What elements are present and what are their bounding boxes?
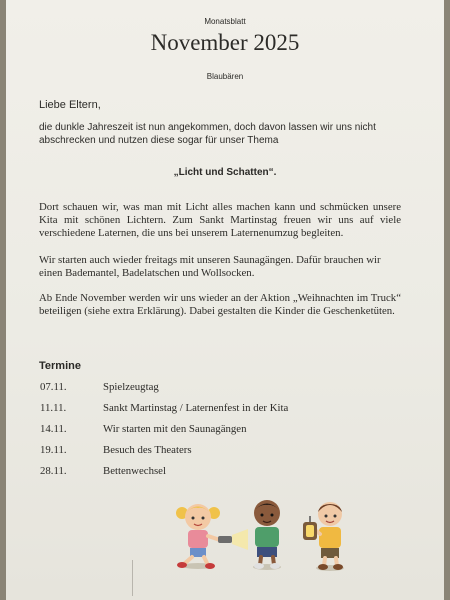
intro-paragraph: die dunkle Jahreszeit ist nun angekommen, doch davon lassen wir uns nicht abschrecken und nutzen diese sogar für unser Thema [39, 122, 376, 146]
termin-row [40, 402, 288, 414]
termin-date: 19.11. [40, 444, 67, 456]
termin-row [40, 465, 166, 477]
girl-with-flashlight-figure [176, 504, 248, 569]
termin-row [40, 444, 192, 456]
greeting: Liebe Eltern, [39, 99, 101, 111]
group-name: Blaubären [206, 72, 244, 81]
document-kicker: Monatsblatt [204, 17, 246, 26]
termin-date: 07.11. [40, 381, 67, 393]
paragraph-truck: Ab Ende November werden wir uns wieder an der Aktion „Weihnachten im Truck“ beteiligen (siehe extra Erklärung). Dabei gestalten die Kinder die Geschenketüten. [39, 292, 401, 317]
page-title: November 2025 [150, 30, 300, 55]
page-fold-line [132, 560, 133, 596]
termin-row [40, 381, 159, 393]
termin-event: Wir starten mit den Saunagängen [103, 423, 247, 435]
termin-date: 14.11. [40, 423, 67, 435]
termine-heading: Termine [39, 360, 81, 372]
termin-date: 28.11. [40, 465, 67, 477]
termin-event: Besuch des Theaters [103, 444, 192, 456]
letter-page [6, 0, 444, 600]
paragraph-lights: Dort schauen wir, was man mit Licht alles machen kann und schmücken unsere Kita mit schönen Lichtern. Zum Sankt Martinstag freuen wir uns auf viele verschiedene Laternen, die uns bei unserem Laternenumzug begleiten. [39, 201, 401, 239]
termin-row [40, 423, 246, 435]
termin-event: Bettenwechsel [103, 465, 166, 477]
children-illustration [164, 496, 364, 572]
termin-event: Sankt Martinstag / Laternenfest in der Kita [103, 402, 289, 414]
child-with-lantern-figure [303, 502, 344, 571]
theme-line: „Licht und Schatten“. [173, 167, 277, 178]
termin-event: Spielzeugtag [103, 381, 159, 393]
termin-date: 11.11. [40, 402, 67, 414]
paragraph-sauna: Wir starten auch wieder freitags mit unseren Saunagängen. Dafür brauchen wir einen Bademantel, Badelatschen und Wollsocken. [39, 254, 381, 279]
boy-figure [253, 500, 281, 570]
